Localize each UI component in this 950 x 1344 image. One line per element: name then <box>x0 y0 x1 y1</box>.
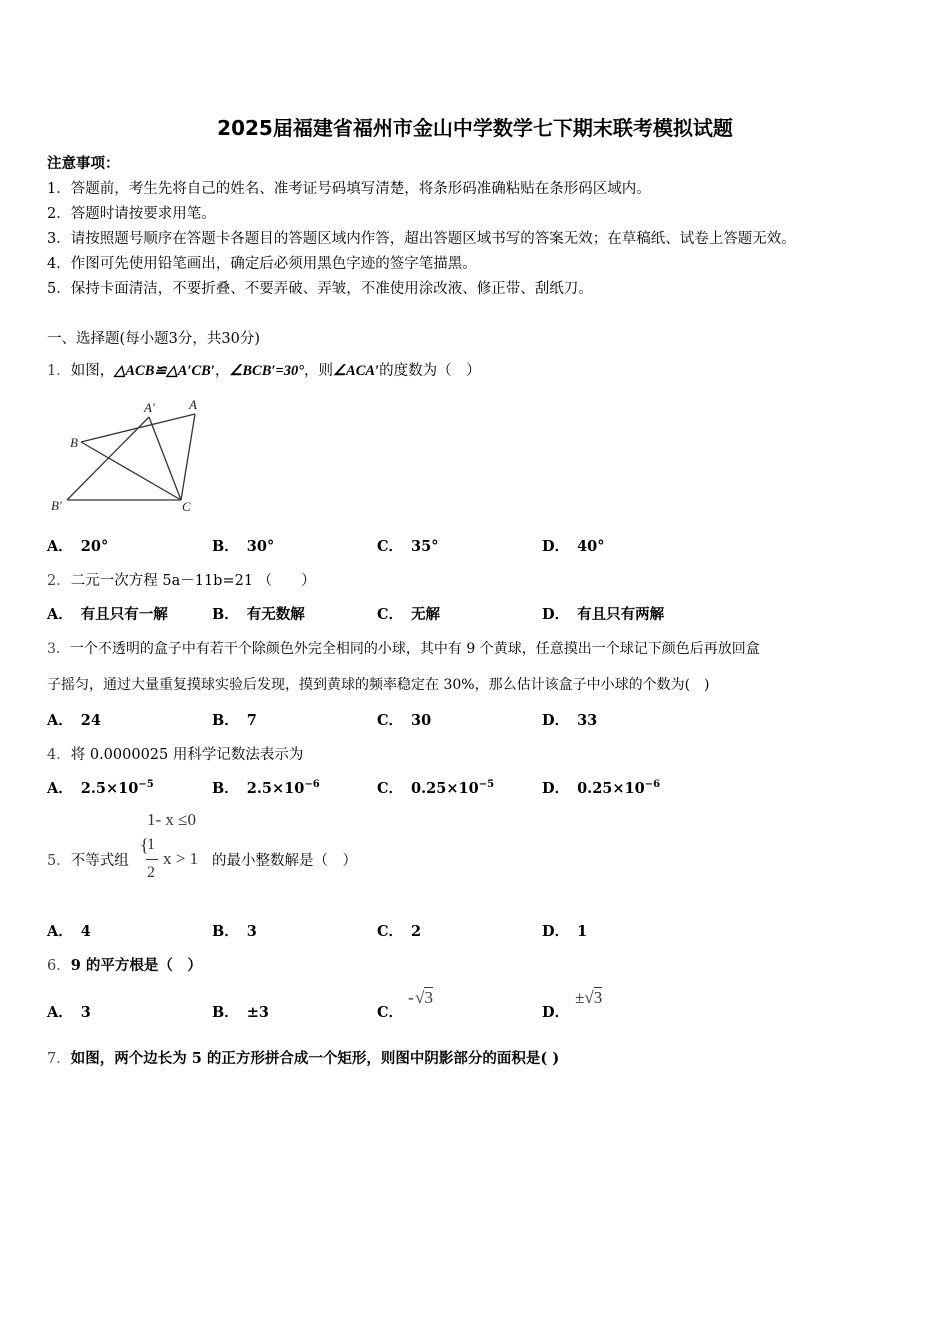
question-5: 5．不等式组 <box>47 853 129 869</box>
edge-AC <box>181 414 195 500</box>
option-d[interactable]: D． 1 <box>542 923 588 940</box>
option-c[interactable]: C． 无解 <box>377 606 441 623</box>
option-b[interactable]: B． 7 <box>212 712 257 729</box>
label-B-prime: B′ <box>51 498 62 513</box>
sqrt-icon: √ <box>415 988 425 1007</box>
option-a[interactable]: A． 3 <box>47 1004 91 1021</box>
label-A-prime: A′ <box>144 400 155 415</box>
option-b[interactable]: B． 有无数解 <box>212 606 305 623</box>
option-a[interactable]: A． 4 <box>47 923 91 940</box>
triangle-figure <box>45 395 215 520</box>
page-title: 2025届福建省福州市金山中学数学七下期末联考模拟试题 <box>217 116 733 140</box>
question-5-tail: 的最小整数解是（ ） <box>212 853 357 869</box>
label-A: A <box>189 397 197 412</box>
notice-item: 5．保持卡面清洁，不要折叠、不要弄破、弄皱，不准使用涂改液、修正带、刮纸刀。 <box>47 281 593 297</box>
notice-item: 2．答题时请按要求用笔。 <box>47 206 216 222</box>
question-2: 2．二元一次方程 5a－11b=21 （ ） <box>47 573 316 589</box>
question-3-line2: 子摇匀，通过大量重复摸球实验后发现，摸到黄球的频率稳定在 30%，那么估计该盒子中小球的个数为( ) <box>47 677 710 693</box>
question-7: 7．如图，两个边长为 5 的正方形拼合成一个矩形，则图中阴影部分的面积是( ) <box>47 1050 560 1067</box>
question-1: 1．如图，△ACB≌△A′CB′，∠BCB′=30°，则∠ACA′的度数为（ ） <box>47 363 481 379</box>
option-a[interactable]: A． $2.5\times 10^{-5}$ <box>47 779 154 797</box>
option-a[interactable]: A． 20° <box>47 538 109 555</box>
fraction-numerator: 1 <box>147 836 155 853</box>
inequality-2: x > 1 <box>163 849 199 868</box>
question-number: 1． <box>47 363 71 379</box>
option-c[interactable]: C． <box>377 1004 404 1021</box>
option-d[interactable]: D． 有且只有两解 <box>542 606 665 623</box>
sqrt-expression: ±√3 <box>575 988 603 1007</box>
option-b[interactable]: B． 30° <box>212 538 275 555</box>
option-a[interactable]: A． 24 <box>47 712 101 729</box>
fraction-denominator: 2 <box>147 864 155 881</box>
option-c[interactable]: C． 30 <box>377 712 432 729</box>
option-d[interactable]: D． 33 <box>542 712 598 729</box>
label-C: C <box>182 499 191 514</box>
inequality-1: 1- x ≤0 <box>147 810 196 829</box>
fraction-bar <box>146 859 158 860</box>
question-4: 4．将 0.0000025 用科学记数法表示为 <box>47 747 304 763</box>
notice-item: 4．作图可先使用铅笔画出，确定后必须用黑色字迹的签字笔描黑。 <box>47 256 477 272</box>
option-d[interactable]: D． 40° <box>542 538 605 555</box>
option-b[interactable]: B． 3 <box>212 923 257 940</box>
question-6: 6．9 的平方根是（ ） <box>47 957 202 974</box>
option-a[interactable]: A． 有且只有一解 <box>47 606 168 623</box>
label-B: B <box>70 435 78 450</box>
option-d[interactable]: D． $0.25\times 10^{-6}$ <box>542 779 661 797</box>
section-heading: 一、选择题(每小题3分，共30分) <box>47 331 260 347</box>
question-3: 3．一个不透明的盒子中有若干个除颜色外完全相同的小球，其中有 9 个黄球，任意摸出一个球记下颜色后再放回盒 <box>47 641 760 657</box>
notice-item: 1．答题前，考生先将自己的姓名、准考证号码填写清楚，将条形码准确粘贴在条形码区域内。 <box>47 181 651 197</box>
sqrt-icon: √ <box>584 988 594 1007</box>
notice-item: 3．请按照题号顺序在答题卡各题目的答题区域内作答，超出答题区域书写的答案无效；在草稿纸、试卷上答题无效。 <box>47 231 796 247</box>
brace-icon: { <box>140 835 149 855</box>
edge-A1B1 <box>67 417 149 500</box>
edge-A1C <box>149 417 181 500</box>
option-d[interactable]: D． <box>542 1004 570 1021</box>
option-b[interactable]: B． $2.5\times 10^{-6}$ <box>212 779 320 797</box>
option-b[interactable]: B． ±3 <box>212 1004 270 1021</box>
option-c[interactable]: C． 2 <box>377 923 422 940</box>
option-c[interactable]: C． 35° <box>377 538 439 555</box>
notice-heading: 注意事项： <box>47 155 120 172</box>
option-c[interactable]: C． $0.25\times 10^{-5}$ <box>377 779 495 797</box>
sqrt-expression: - √3 <box>408 988 433 1007</box>
